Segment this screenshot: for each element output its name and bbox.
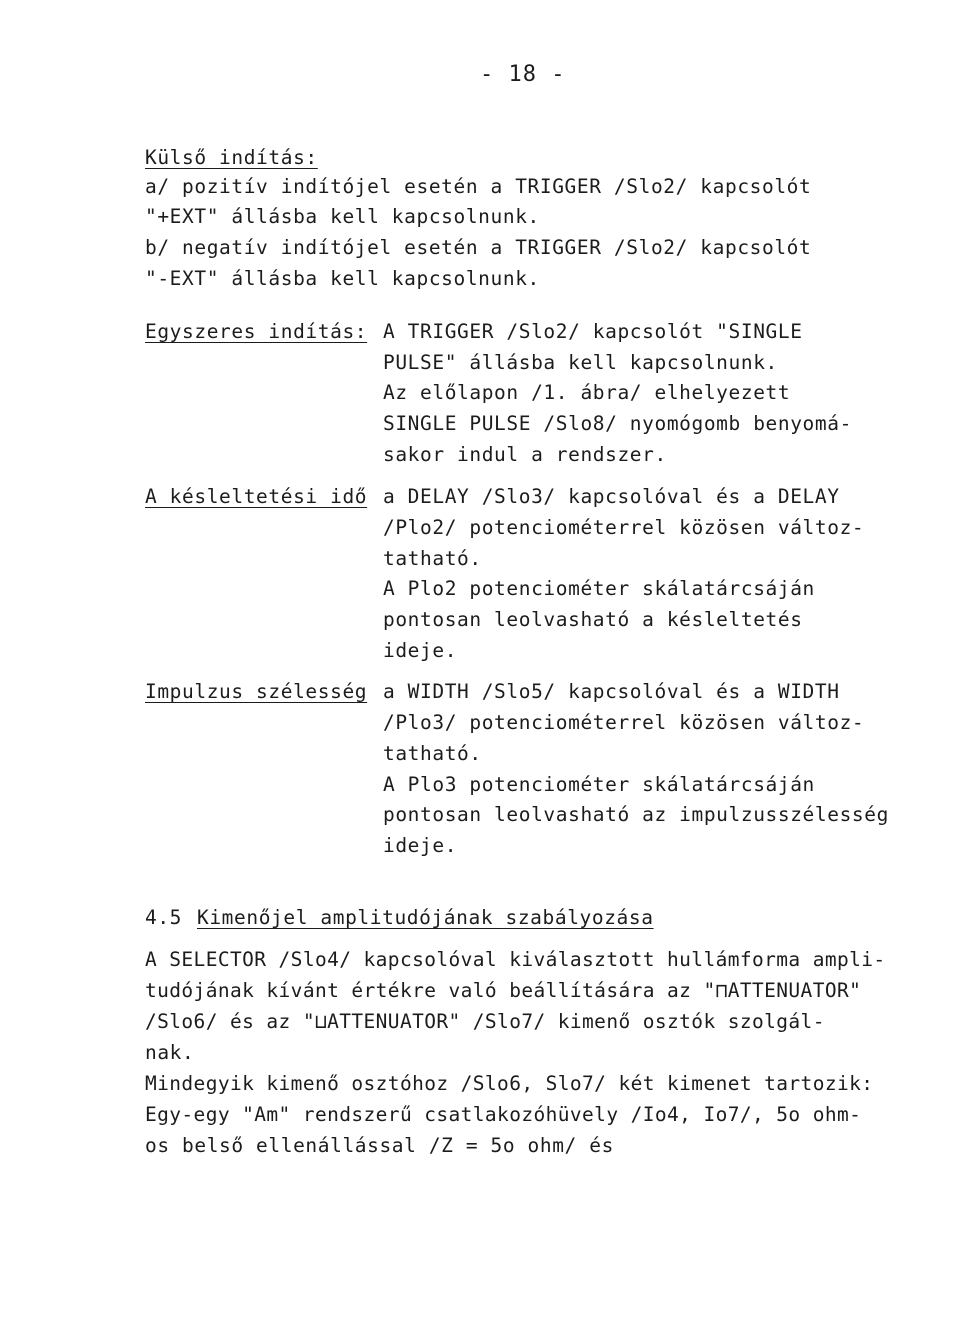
- egyszeres-line-1: A TRIGGER /Slo2/ kapcsolót "SINGLE: [383, 320, 803, 343]
- section-line-5: Mindegyik kimenő osztóhoz /Slo6, Slo7/ két kimenet tartozik:: [145, 1072, 874, 1095]
- kesleltetes-line-6: ideje.: [383, 639, 458, 662]
- egyszeres-inditas-heading: Egyszeres indítás:: [145, 320, 368, 343]
- kesleltetes-heading: A késleltetési idő: [145, 485, 368, 508]
- egyszeres-line-5: sakor indul a rendszer.: [383, 443, 667, 466]
- section-line-3: /Slo6/ és az "⊔ATTENUATOR" /Slo7/ kimenő osztók szolgál-: [145, 1010, 825, 1033]
- kesleltetes-line-2: /Plo2/ potenciométerrel közösen változ-: [383, 516, 865, 539]
- impulzus-heading: Impulzus szélesség: [145, 680, 368, 703]
- page-number: - 18 -: [480, 62, 566, 87]
- section-title: Kimenőjel amplitudójának szabályozása: [197, 906, 654, 929]
- section-line-7: os belső ellenállással /Z = 5o ohm/ és: [145, 1134, 614, 1157]
- impulzus-line-5: pontosan leolvasható az impulzusszélesség: [383, 803, 889, 826]
- kesleltetes-line-4: A Plo2 potenciométer skálatárcsáján: [383, 577, 815, 600]
- section-line-1: A SELECTOR /Slo4/ kapcsolóval kiválasztott hullámforma ampli-: [145, 948, 886, 971]
- kesleltetes-line-1: a DELAY /Slo3/ kapcsolóval és a DELAY: [383, 485, 840, 508]
- section-number: 4.5: [145, 906, 183, 929]
- kulso-line-1: a/ pozitív indítójel esetén a TRIGGER /Slo2/ kapcsolót: [145, 175, 812, 198]
- kesleltetes-line-5: pontosan leolvasható a késleltetés: [383, 608, 803, 631]
- impulzus-line-2: /Plo3/ potenciométerrel közösen változ-: [383, 711, 865, 734]
- kulso-line-3: b/ negatív indítójel esetén a TRIGGER /Slo2/ kapcsolót: [145, 236, 812, 259]
- egyszeres-line-3: Az előlapon /1. ábra/ elhelyezett: [383, 381, 791, 404]
- egyszeres-line-4: SINGLE PULSE /Slo8/ nyomógomb benyomá-: [383, 412, 852, 435]
- impulzus-line-3: tatható.: [383, 742, 482, 765]
- impulzus-line-4: A Plo3 potenciométer skálatárcsáján: [383, 773, 815, 796]
- section-line-2: tudójának kívánt értékre való beállítására az "⊓ATTENUATOR": [145, 979, 862, 1002]
- section-line-4: nak.: [145, 1041, 195, 1064]
- section-line-6: Egy-egy "Am" rendszerű csatlakozóhüvely /Io4, Io7/, 5o ohm-: [145, 1103, 862, 1126]
- impulzus-line-1: a WIDTH /Slo5/ kapcsolóval és a WIDTH: [383, 680, 840, 703]
- kulso-line-2: "+EXT" állásba kell kapcsolnunk.: [145, 205, 540, 228]
- kulso-line-4: "-EXT" állásba kell kapcsolnunk.: [145, 267, 540, 290]
- egyszeres-line-2: PULSE" állásba kell kapcsolnunk.: [383, 351, 778, 374]
- kesleltetes-line-3: tatható.: [383, 547, 482, 570]
- impulzus-line-6: ideje.: [383, 834, 458, 857]
- kulso-inditas-heading: Külső indítás:: [145, 146, 318, 169]
